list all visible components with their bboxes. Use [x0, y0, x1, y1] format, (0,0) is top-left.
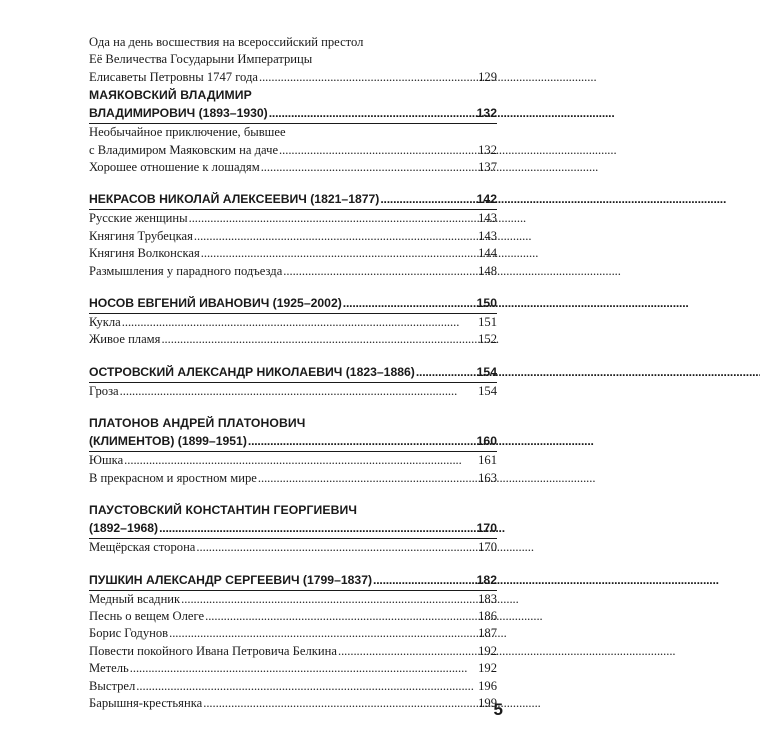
toc-intro-line: Ода на день восшествия на всероссийский престол: [89, 35, 364, 49]
dot-leader: [380, 190, 475, 208]
toc-author-page: 160: [476, 434, 497, 449]
toc-entry-page: 199: [478, 695, 497, 710]
page-number: 5: [493, 700, 503, 719]
toc-entry-page: 151: [478, 315, 497, 330]
toc-entry-title: Повести покойного Ивана Петровича Белкина: [89, 643, 337, 658]
toc-entry[interactable]: [89, 591, 497, 608]
toc-author-section: [89, 86, 497, 176]
toc-sections: [89, 86, 497, 712]
dot-leader: [283, 263, 477, 280]
toc-entry-title: Княгиня Волконская: [89, 246, 200, 261]
toc-entry-title: Борис Годунов: [89, 626, 169, 641]
toc-author-name-line: ПЛАТОНОВ АНДРЕЙ ПЛАТОНОВИЧ: [89, 416, 306, 431]
toc-entry[interactable]: [89, 608, 497, 625]
toc-entry[interactable]: [89, 331, 497, 348]
toc-author-section: [89, 571, 497, 713]
dot-leader: [136, 678, 477, 695]
toc-entry[interactable]: [89, 643, 497, 660]
toc-entry[interactable]: [89, 159, 497, 176]
toc-entry-title: с Владимиром Маяковским на даче: [89, 142, 279, 157]
toc-entry[interactable]: [89, 228, 497, 245]
toc-entry[interactable]: [89, 314, 497, 331]
toc-author-name: (1892–1968): [89, 521, 159, 536]
toc-entry-title: Выстрел: [89, 678, 136, 693]
toc-entry[interactable]: [89, 678, 497, 695]
dot-leader: [343, 294, 476, 312]
dot-leader: [205, 608, 477, 625]
toc-entry-page: 132: [478, 142, 497, 157]
toc-entry-page: 192: [478, 643, 497, 658]
toc-author-section: [89, 414, 497, 487]
toc-author-entry[interactable]: [89, 190, 497, 208]
toc-entry[interactable]: [89, 625, 497, 642]
dot-leader: [159, 519, 476, 537]
dot-leader: [181, 591, 477, 608]
dot-leader: [189, 210, 478, 227]
toc-entry-page: 192: [478, 661, 497, 676]
toc-author-page: 150: [476, 296, 497, 311]
toc-entry-page: 148: [478, 263, 497, 278]
dot-leader: [194, 228, 477, 245]
toc-author-name: ПУШКИН АЛЕКСАНДР СЕРГЕЕВИЧ (1799–1837): [89, 572, 373, 587]
dot-leader: [373, 571, 476, 589]
toc-entry-title: Медный всадник: [89, 591, 181, 606]
toc-author-page: 142: [476, 192, 497, 207]
dot-leader: [196, 539, 477, 556]
toc-entry[interactable]: [89, 210, 497, 227]
toc-entry-title: Княгиня Трубецкая: [89, 228, 193, 243]
toc-entry-title: Юшка: [89, 453, 124, 468]
toc-author-page: 170: [476, 521, 497, 536]
toc-entry[interactable]: [89, 69, 497, 86]
dot-leader: [203, 695, 477, 712]
toc-intro: [89, 34, 497, 86]
toc-entry-page: 163: [478, 470, 497, 485]
toc-author-name-line: МАЯКОВСКИЙ ВЛАДИМИР: [89, 88, 252, 103]
dot-leader: [248, 432, 476, 450]
toc-entry-page: 137: [478, 160, 497, 175]
toc-author-page: 154: [476, 364, 497, 379]
toc-author-name: ОСТРОВСКИЙ АЛЕКСАНДР НИКОЛАЕВИЧ (1823–1886): [89, 364, 415, 379]
toc-entry-title: Барышня-крестьянка: [89, 695, 203, 710]
toc-entry-page: 161: [478, 453, 497, 468]
dot-leader: [169, 625, 477, 642]
toc-author-section: [89, 363, 497, 400]
toc-author-entry[interactable]: [89, 571, 497, 589]
toc-entry-title: Хорошее отношение к лошадям: [89, 160, 260, 175]
toc-intro-line: Её Величества Государыни Императрицы: [89, 52, 313, 67]
toc-entry-page: 143: [478, 211, 497, 226]
toc-entry-title: Песнь о вещем Олеге: [89, 608, 205, 623]
toc-entry-title: Русские женщины: [89, 211, 188, 226]
toc-author-section: [89, 294, 497, 349]
toc-entry-title: Метель: [89, 661, 129, 676]
toc-entry-page: 152: [478, 332, 497, 347]
toc-entry-title: Живое пламя: [89, 332, 161, 347]
toc-entry[interactable]: [89, 660, 497, 677]
toc-entry-line: Необычайное приключение, бывшее: [89, 125, 286, 140]
dot-leader: [122, 314, 477, 331]
toc-entry-title: Мещёрская сторона: [89, 540, 196, 555]
dot-leader: [201, 245, 477, 262]
toc-author-name: ВЛАДИМИРОВИЧ (1893–1930): [89, 106, 268, 121]
toc-author-page: 132: [476, 106, 497, 121]
toc-author-name: НЕКРАСОВ НИКОЛАЙ АЛЕКСЕЕВИЧ (1821–1877): [89, 192, 380, 207]
toc-entry[interactable]: [89, 263, 497, 280]
toc-entry-page: 129: [478, 69, 497, 84]
toc-entry-page: 186: [478, 608, 497, 623]
dot-leader: [261, 159, 477, 176]
toc-entry[interactable]: [89, 142, 497, 159]
toc-entry-page: 154: [478, 383, 497, 398]
toc-author-entry[interactable]: [89, 432, 497, 450]
toc-entry-page: 187: [478, 626, 497, 641]
toc-author-entry[interactable]: [89, 363, 497, 381]
toc-entry[interactable]: [89, 383, 497, 400]
toc-author-page: 182: [476, 572, 497, 587]
toc-entry-title: Елисаветы Петровны 1747 года: [89, 69, 258, 84]
toc-entry[interactable]: [89, 452, 497, 469]
toc-entry[interactable]: [89, 245, 497, 262]
dot-leader: [258, 470, 477, 487]
toc-entry-page: 196: [478, 678, 497, 693]
toc-author-name: (КЛИМЕНТОВ) (1899–1951): [89, 434, 247, 449]
table-of-contents: [89, 34, 497, 712]
toc-entry-page: 170: [478, 540, 497, 555]
dot-leader: [259, 69, 477, 86]
toc-entry[interactable]: [89, 539, 497, 556]
dot-leader: [269, 104, 476, 122]
toc-author-section: [89, 190, 497, 280]
toc-author-entry[interactable]: [89, 104, 497, 122]
dot-leader: [130, 660, 477, 677]
toc-entry-page: 143: [478, 228, 497, 243]
toc-entry-title: Кукла: [89, 315, 121, 330]
dot-leader: [416, 363, 476, 381]
dot-leader: [279, 142, 477, 159]
toc-entry[interactable]: [89, 695, 497, 712]
toc-author-section: [89, 501, 497, 556]
toc-entry-title: Размышления у парадного подъезда: [89, 263, 283, 278]
toc-author-entry[interactable]: [89, 294, 497, 312]
toc-author-name-line: ПАУСТОВСКИЙ КОНСТАНТИН ГЕОРГИЕВИЧ: [89, 503, 358, 518]
toc-author-entry[interactable]: [89, 519, 497, 537]
toc-entry-title: В прекрасном и яростном мире: [89, 470, 257, 485]
toc-entry-page: 144: [478, 246, 497, 261]
toc-entry-page: 183: [478, 591, 497, 606]
dot-leader: [124, 452, 477, 469]
dot-leader: [120, 383, 477, 400]
toc-entry-title: Гроза: [89, 383, 119, 398]
toc-entry[interactable]: [89, 470, 497, 487]
toc-author-name: НОСОВ ЕВГЕНИЙ ИВАНОВИЧ (1925–2002): [89, 296, 342, 311]
dot-leader: [161, 331, 477, 348]
dot-leader: [338, 643, 477, 660]
